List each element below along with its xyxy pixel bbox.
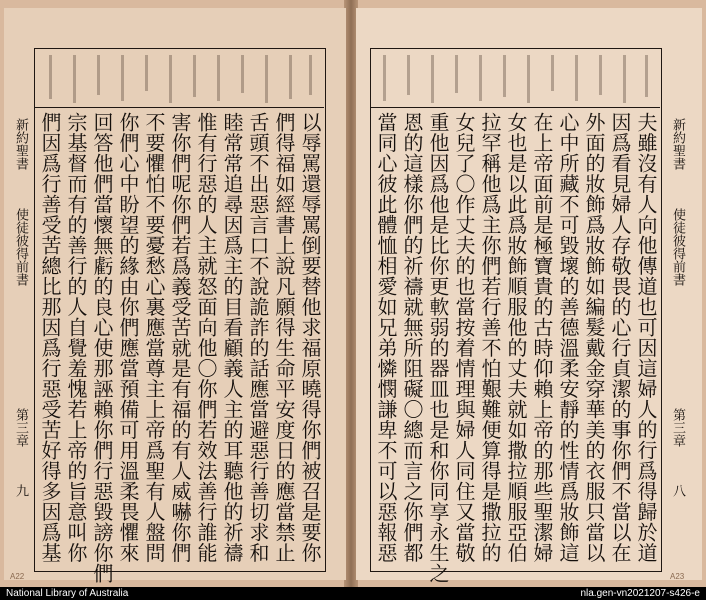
note-line (575, 55, 578, 101)
note-line (503, 55, 506, 97)
note-line (49, 55, 52, 99)
note-line (383, 55, 386, 101)
left-text-line-2: 們得福如經書上說凡願得生命平安度日的應當禁止 (272, 112, 296, 563)
item-identifier: nla.gen-vn2021207-s426-e (580, 588, 700, 599)
right-text-line-2: 因爲看見婦人存敬畏的心行貞潔的事你們不當以在 (608, 112, 632, 563)
note-line (217, 55, 220, 101)
left-text-line-8: 你們心中盼望的緣由你們應當預備可用溫柔畏懼來 (116, 112, 140, 563)
note-line (479, 55, 482, 101)
right-chapter: 第三章 (670, 408, 685, 447)
note-line (145, 55, 148, 91)
note-line (241, 55, 244, 93)
right-text-line-10: 恩的這樣你們的祈禱就無所阻礙〇總而言之你們都 (400, 112, 424, 563)
left-text-line-3: 舌頭不出惡言口不說詭詐的話應當避惡行善切求和 (246, 112, 270, 563)
note-line (623, 55, 626, 103)
library-name: National Library of Australia (6, 588, 129, 599)
note-line (551, 55, 554, 91)
right-text-line-9: 重他因爲他是比你更軟弱的器皿也是和你同享永生之 (426, 112, 450, 584)
right-text-line-5: 在上帝面前是極寶貴的古時仰賴上帝的那些聖潔婦 (530, 112, 554, 563)
note-line (193, 55, 196, 97)
note-line (407, 55, 410, 95)
note-line (527, 55, 530, 103)
left-text-line-7: 不要懼怕不要憂愁心裏應當尊主上帝爲聖有人盤問 (142, 112, 166, 563)
note-line (455, 55, 458, 93)
right-text-line-3: 外面的妝飾爲妝飾如編髮戴金穿華美的衣服只當以 (582, 112, 606, 563)
note-line (599, 55, 602, 95)
note-line (73, 55, 76, 103)
right-text-line-8: 女兒了〇作丈夫的也當按着情理與婦人同住又當敬 (452, 112, 476, 563)
left-text-line-1: 以辱罵還辱罵倒要替他求福原曉得你們被召是要你 (298, 112, 322, 563)
left-catalog-mark: A22 (10, 572, 25, 581)
right-catalog-mark: A23 (670, 572, 685, 581)
right-running-head: 新約聖書 (670, 118, 685, 170)
left-text-line-4: 睦常常追尋因爲主的目看顧義人主的耳聽他的祈禱 (220, 112, 244, 563)
left-text-line-9: 回答他們當懷無虧的良心使那誣賴你們行惡毀謗你們 (90, 112, 114, 584)
left-page-number: 九 (13, 484, 28, 497)
right-page (356, 8, 702, 584)
note-line (289, 55, 292, 99)
note-line (169, 55, 172, 103)
left-text-line-5: 惟有行惡的人主就怒面向他〇你們若效法善行誰能 (194, 112, 218, 563)
left-cross-reference-notes (35, 49, 324, 108)
note-line (309, 55, 312, 95)
left-running-head: 新約聖書 (13, 118, 28, 170)
right-page-number: 八 (670, 484, 685, 497)
left-text-line-10: 宗基督而有的善行的人自覺羞愧若上帝的旨意叫你 (64, 112, 88, 563)
left-text-line-6: 害你們呢你們若爲義受苦就是有福的有人威嚇你們 (168, 112, 192, 563)
right-text-line-1: 夫雖沒有人向他傳道也可因這婦人的行爲得歸於道 (634, 112, 658, 563)
right-section-title: 使徒彼得前書 (670, 208, 685, 286)
note-line (121, 55, 124, 101)
left-section-title: 使徒彼得前書 (13, 208, 28, 286)
left-page (4, 8, 346, 584)
note-line (431, 55, 434, 103)
left-chapter: 第三章 (13, 408, 28, 447)
right-text-line-7: 拉罕稱他爲主你們若行善不怕艱難便算得是撒拉的 (478, 112, 502, 563)
note-line (265, 55, 268, 103)
left-text-line-11: 們因爲行善受苦總比那因爲行惡受苦好得多因爲基 (38, 112, 62, 563)
note-line (97, 55, 100, 95)
right-text-line-11: 當同心彼此體恤相愛如兄弟憐憫謙卑不可以惡報惡 (374, 112, 398, 563)
viewer-footer (0, 587, 706, 600)
note-line (645, 55, 648, 97)
right-text-line-6: 女也是以此爲妝飾順服他的丈夫就如撒拉順服亞伯 (504, 112, 528, 563)
right-cross-reference-notes (371, 49, 660, 108)
right-text-line-4: 心中所藏不可毀壞的善德溫柔安靜的性情爲妝飾這 (556, 112, 580, 563)
